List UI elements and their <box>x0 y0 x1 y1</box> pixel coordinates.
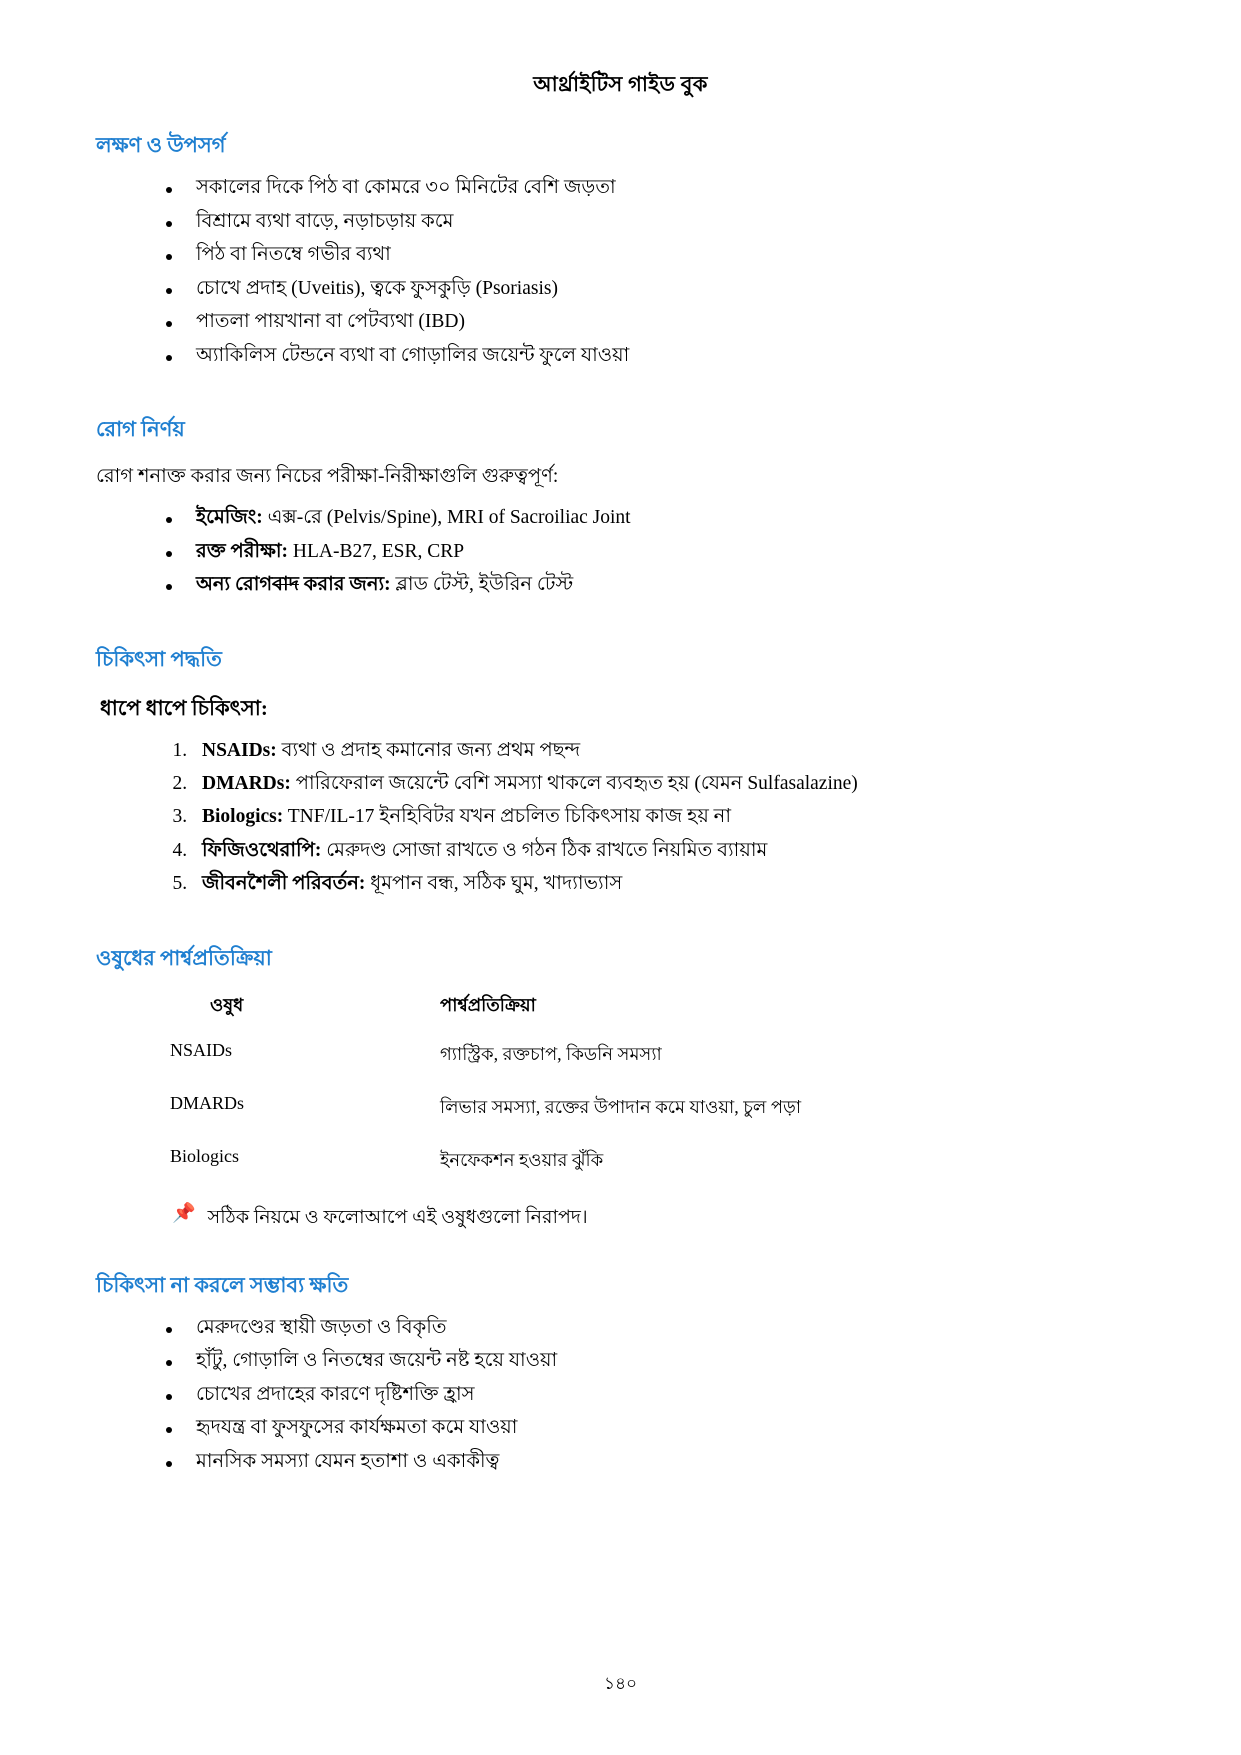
section-heading-treatment: চিকিৎসা পদ্ধতি <box>96 646 222 671</box>
page-number: ১৪০ <box>603 1674 638 1693</box>
section-treatment <box>96 643 1145 908</box>
list-item-label: ফিজিওথেরাপি: <box>202 839 322 861</box>
diagnosis-list <box>96 508 1145 609</box>
treatment-list <box>96 741 1145 908</box>
list-item: বিশ্রামে ব্যথা বাড়ে, নড়াচড়ায় কমে <box>152 212 1145 246</box>
list-item: পাতলা পায়খানা বা পেটব্যথা (IBD) <box>152 312 1145 346</box>
section-heading-side-effects: ওষুধের পার্শ্বপ্রতিক্রিয়া <box>96 945 272 970</box>
table-row <box>120 1146 801 1199</box>
side-effects-table <box>120 991 801 1199</box>
list-item-label: জীবনশৈলী পরিবর্তন: <box>202 873 366 895</box>
section-untreated-risks <box>96 1269 1145 1486</box>
cell-drug: Biologics <box>170 1145 240 1166</box>
cell-effect: লিভার সমস্যা, রক্তের উপাদান কমে যাওয়া, চুল পড়া <box>440 1096 802 1117</box>
page-title: আর্থ্রাইটিস গাইড বুক <box>533 72 708 96</box>
list-item <box>192 774 1145 807</box>
diagnosis-intro: রোগ শনাক্ত করার জন্য নিচের পরীক্ষা-নিরীক্ষাগুলি গুরুত্বপূর্ণ: <box>96 466 559 487</box>
list-item-text: পারিফেরাল জয়েন্টে বেশি সমস্যা থাকলে ব্যবহৃত হয় (যেমন Sulfasalazine) <box>290 772 858 794</box>
list-item: মেরুদণ্ডের স্থায়ী জড়তা ও বিকৃতি <box>152 1318 1145 1352</box>
list-item <box>152 508 1145 542</box>
pushpin-icon: 📌 <box>172 1202 196 1224</box>
list-item: অ্যাকিলিস টেন্ডনে ব্যথা বা গোড়ালির জয়েন্ট ফুলে যাওয়া <box>152 346 1145 380</box>
safety-note-text: সঠিক নিয়মে ও ফলোআপে এই ওষুধগুলো নিরাপদ। <box>207 1206 588 1228</box>
list-item: পিঠ বা নিতম্বে গভীর ব্যথা <box>152 245 1145 279</box>
list-item-label-strike: বাদ <box>272 574 299 595</box>
list-item-label: Biologics: <box>202 806 284 828</box>
column-header-effect: পার্শ্বপ্রতিক্রিয়া <box>440 994 536 1015</box>
section-diagnosis <box>96 413 1145 609</box>
list-item <box>192 807 1145 840</box>
list-item-label: NSAIDs: <box>202 739 277 761</box>
table-header-row <box>120 991 801 1040</box>
list-item-label: রক্ত পরীক্ষা: <box>196 540 289 562</box>
section-symptoms <box>96 129 1145 379</box>
list-item: হৃদযন্ত্র বা ফুসফুসের কার্যক্ষমতা কমে যাওয়া <box>152 1418 1145 1452</box>
list-item-text: ব্লাড টেস্ট, ইউরিন টেস্ট <box>390 574 574 595</box>
list-item-text: HLA-B27, ESR, CRP <box>288 540 465 562</box>
list-item-text: TNF/IL-17 ইনহিবিটর যখন প্রচলিত চিকিৎসায় কাজ হয় না <box>283 806 731 828</box>
list-item: সকালের দিকে পিঠ বা কোমরে ৩০ মিনিটের বেশি জড়তা <box>152 178 1145 212</box>
table-row <box>120 1093 801 1146</box>
list-item-text: ব্যথা ও প্রদাহ কমানোর জন্য প্রথম পছন্দ <box>276 739 581 761</box>
section-heading-diagnosis: রোগ নির্ণয় <box>96 417 185 441</box>
list-item-text: ধূমপান বন্ধ, সঠিক ঘুম, খাদ্যাভ্যাস <box>365 873 623 895</box>
section-side-effects <box>96 942 1145 1235</box>
list-item <box>192 741 1145 774</box>
list-item: চোখে প্রদাহ (Uveitis), ত্বকে ফুসকুড়ি (Psoriasis) <box>152 279 1145 313</box>
list-item-label-rest: করার জন্য: <box>298 574 391 595</box>
column-header-drug: ওষুধ <box>210 994 244 1015</box>
safety-note <box>172 1203 1145 1235</box>
cell-effect: ইনফেকশন হওয়ার ঝুঁকি <box>440 1149 604 1170</box>
list-item <box>192 841 1145 874</box>
list-item <box>152 542 1145 576</box>
list-item: মানসিক সমস্যা যেমন হতাশা ও একাকীত্ব <box>152 1452 1145 1486</box>
list-item: হাঁটু, গোড়ালি ও নিতম্বের জয়েন্ট নষ্ট হয়ে যাওয়া <box>152 1351 1145 1385</box>
list-item-label: DMARDs: <box>202 772 291 794</box>
list-item-label-plain: অন্য রোগ <box>196 574 273 595</box>
list-item: চোখের প্রদাহের কারণে দৃষ্টিশক্তি হ্রাস <box>152 1385 1145 1419</box>
cell-drug: NSAIDs <box>170 1039 233 1060</box>
list-item-label: ইমেজিং: <box>196 507 263 528</box>
list-item-text: মেরুদণ্ড সোজা রাখতে ও গঠন ঠিক রাখতে নিয়মিত ব্যায়াম <box>321 839 768 861</box>
list-item-text: এক্স-রে (Pelvis/Spine), MRI of Sacroiliac Joint <box>262 507 631 528</box>
list-item <box>192 874 1145 907</box>
treatment-subheading: ধাপে ধাপে চিকিৎসা: <box>100 695 268 720</box>
list-item <box>152 575 1145 609</box>
section-heading-symptoms: লক্ষণ ও উপসর্গ <box>96 133 226 157</box>
cell-drug: DMARDs <box>170 1092 245 1113</box>
section-heading-untreated-risks: চিকিৎসা না করলে সম্ভাব্য ক্ষতি <box>96 1272 349 1297</box>
cell-effect: গ্যাস্ট্রিক, রক্তচাপ, কিডনি সমস্যা <box>440 1043 662 1064</box>
untreated-risks-list <box>96 1318 1145 1486</box>
table-row <box>120 1040 801 1093</box>
symptom-list <box>96 178 1145 379</box>
